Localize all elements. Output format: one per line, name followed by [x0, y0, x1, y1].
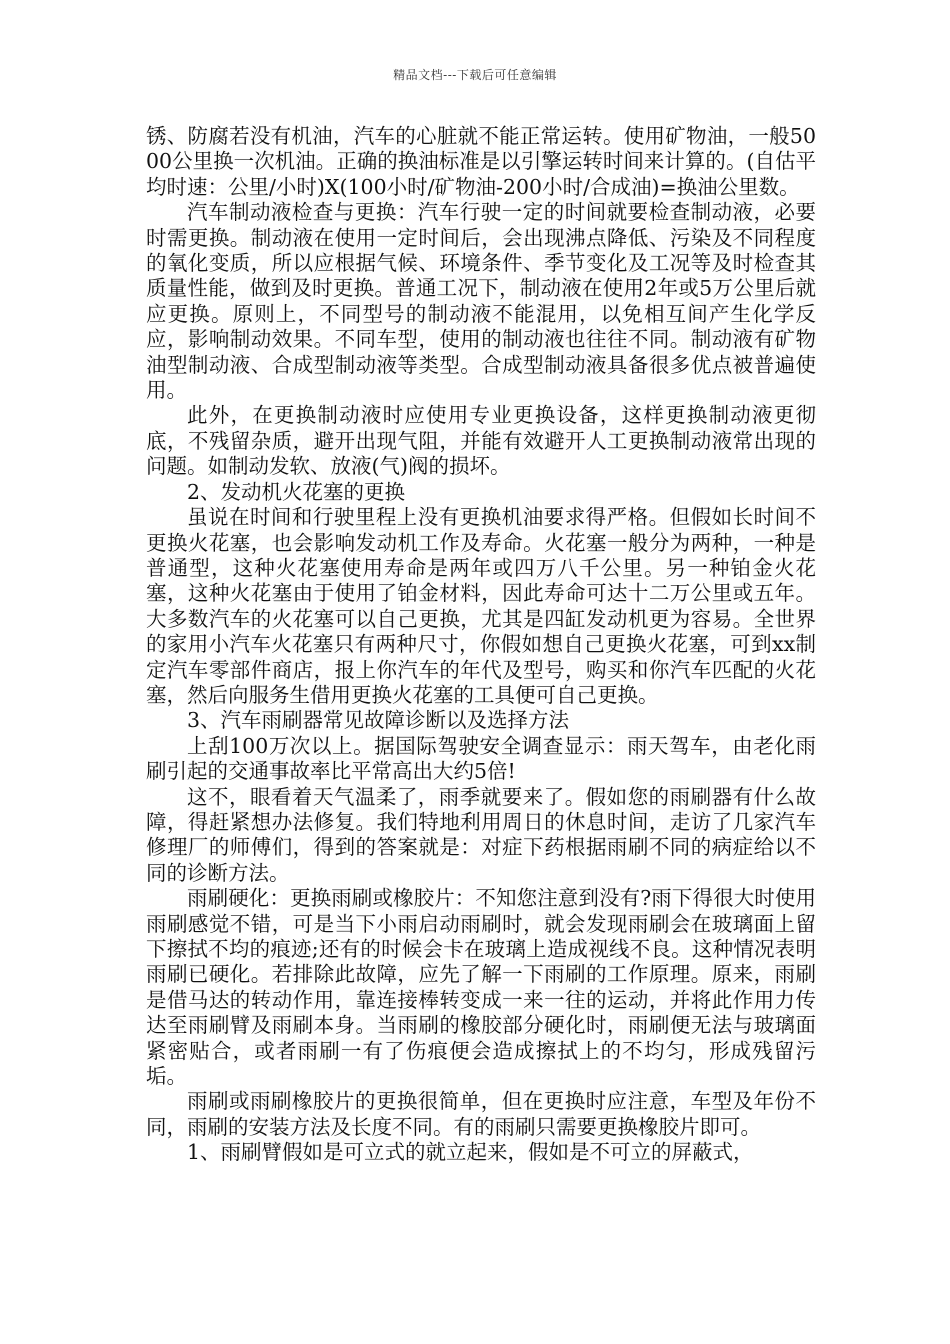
document-body — [146, 124, 816, 1166]
section-heading-wiper: 3、汽车雨刷器常见故障诊断以及选择方法 — [187, 708, 570, 733]
paragraph-wiper-rainy-season: 这不，眼看着天气温柔了，雨季就要来了。假如您的雨刷器有什么故障，得赶紧想办法修复。我们特地利用周日的休息时间，走访了几家汽车修理厂的师傅们，得到的答案就是：对症下药根据雨刷不同的病症给以不同的诊断方法。 — [146, 784, 816, 885]
paragraph-spark-plug: 虽说在时间和行驶里程上没有更换机油要求得严格。但假如长时间不更换火花塞，也会影响发动机工作及寿命。火花塞一般分为两种，一种是普通型，这种火花塞使用寿命是两年或四万八千公里。另一种铂金火花塞，这种火花塞由于使用了铂金材料，因此寿命可达十二万公里或五年。大多数汽车的火花塞可以自己更换，尤其是四缸发动机更为容易。全世界的家用小汽车火花塞只有两种尺寸，你假如想自己更换火花塞，可到xx制定汽车零部件商店，报上你汽车的年代及型号，购买和你汽车匹配的火花塞，然后向服务生借用更换火花塞的工具便可自己更换。 — [146, 505, 816, 707]
paragraph-wiper-step-1: 1、雨刷臂假如是可立式的就立起来，假如是不可立的屏蔽式， — [187, 1140, 754, 1165]
paragraph-brake-fluid: 汽车制动液检查与更换：汽车行驶一定的时间就要检查制动液，必要时需更换。制动液在使用一定时间后，会出现沸点降低、污染及不同程度的氧化变质，所以应根据气候、环境条件、季节变化及工况等及时检查其质量性能，做到及时更换。普通工况下，制动液在使用2年或5万公里后就应更换。原则上，不同型号的制动液不能混用，以免相互间产生化学反应，影响制动效果。不同车型，使用的制动液也往往不同。制动液有矿物油型制动液、合成型制动液等类型。合成型制动液具备很多优点被普遍使用。 — [146, 200, 816, 403]
page-header: 精品文档---下载后可任意编辑 — [393, 68, 557, 82]
paragraph-wiper-replacement: 雨刷或雨刷橡胶片的更换很简单，但在更换时应注意，车型及年份不同，雨刷的安装方法及长度不同。有的雨刷只需要更换橡胶片即可。 — [146, 1089, 816, 1139]
paragraph-brake-equipment: 此外，在更换制动液时应使用专业更换设备，这样更换制动液更彻底，不残留杂质，避开出现气阻，并能有效避开人工更换制动液常出现的问题。如制动发软、放液(气)阀的损坏。 — [146, 403, 816, 479]
paragraph-wiper-hardening: 雨刷硬化：更换雨刷或橡胶片：不知您注意到没有?雨下得很大时使用雨刷感觉不错，可是当下小雨启动雨刷时，就会发现雨刷会在玻璃面上留下擦拭不均的痕迹;还有的时候会卡在玻璃上造成视线不良。这种情况表明雨刷已硬化。若排除此故障，应先了解一下雨刷的工作原理。原来，雨刷是借马达的转动作用，靠连接棒转变成一来一往的运动，并将此作用力传达至雨刷臂及雨刷本身。当雨刷的橡胶部分硬化时，雨刷便无法与玻璃面紧密贴合，或者雨刷一有了伤痕便会造成擦拭上的不均匀，形成残留污垢。 — [146, 886, 816, 1089]
paragraph-wiper-stats: 上刮100万次以上。据国际驾驶安全调查显示：雨天驾车，由老化雨刷引起的交通事故率比平常高出大约5倍! — [146, 733, 816, 784]
section-heading-spark-plug: 2、发动机火花塞的更换 — [187, 479, 406, 504]
paragraph-oil-change: 锈、防腐若没有机油，汽车的心脏就不能正常运转。使用矿物油，一般5000公里换一次机油。正确的换油标准是以引擎运转时间来计算的。(自估平均时速：公里/小时)X(100小时/矿物油-200小时/合成油)=换油公里数。 — [146, 124, 816, 199]
